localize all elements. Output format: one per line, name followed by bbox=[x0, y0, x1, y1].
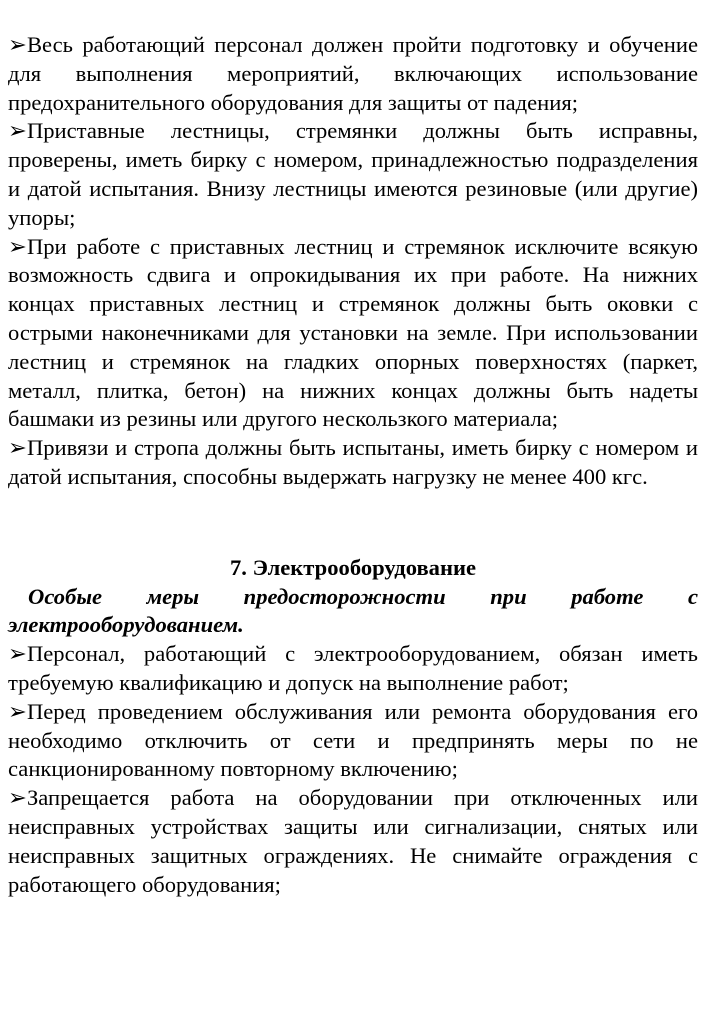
list-item bbox=[8, 117, 698, 232]
document-page bbox=[8, 31, 698, 899]
section-title: 7. Электрооборудование bbox=[229, 554, 477, 580]
list-item-text: Приставные лестницы, стремянки должны быть исправны, проверены, иметь бирку с номером, принадлежностью подразделения и датой испытания. Внизу лестницы имеются резиновые (или другие) упоры; bbox=[8, 118, 698, 230]
arrow-bullet-icon: ➢ bbox=[8, 785, 27, 811]
list-item-text: Персонал, работающий с электрооборудованием, обязан иметь требуемую квалификацию и допуск на выполнение работ; bbox=[8, 641, 698, 695]
list-item bbox=[8, 233, 698, 435]
list-item-text: Запрещается работа на оборудовании при отключенных или неисправных устройствах защиты или сигнализации, снятых или неисправных защитных ограждениях. Не снимайте ограждения с работающего оборудования; bbox=[8, 785, 698, 897]
arrow-bullet-icon: ➢ bbox=[8, 641, 27, 667]
list-item-text: Перед проведением обслуживания или ремонта оборудования его необходимо отключить от сети и предпринять меры по не санкционированному повторному включению; bbox=[8, 698, 698, 782]
arrow-bullet-icon: ➢ bbox=[8, 233, 27, 259]
section-spacer bbox=[8, 492, 698, 554]
arrow-bullet-icon: ➢ bbox=[8, 118, 27, 144]
list-item-text: Привязи и стропа должны быть испытаны, иметь бирку с номером и датой испытания, способны выдержать нагрузку не менее 400 кгс. bbox=[8, 435, 698, 489]
list-item-text: При работе с приставных лестниц и стремянок исключите всякую возможность сдвига и опрокидывания их при работе. На нижних концах приставных лестниц и стремянок должны быть оковки с острыми наконечниками для установки на земле. При использовании лестниц и стремянок на гладких опорных поверхностях (паркет, металл, плитка, бетон) на нижних концах должны быть надеты башмаки из резины или другого нескользкого материала; bbox=[8, 233, 698, 432]
list-item bbox=[8, 434, 698, 492]
list-item bbox=[8, 31, 698, 117]
list-item-text: Весь работающий персонал должен пройти подготовку и обучение для выполнения мероприятий, включающих использование предохранительного оборудования для защиты от падения; bbox=[8, 32, 698, 115]
arrow-bullet-icon: ➢ bbox=[8, 698, 27, 724]
list-item bbox=[8, 640, 698, 698]
list-item bbox=[8, 784, 698, 899]
arrow-bullet-icon: ➢ bbox=[8, 435, 27, 461]
section-subtitle: Особые меры предосторожности при работе с электрооборудованием. bbox=[8, 583, 698, 638]
list-item bbox=[8, 698, 698, 784]
arrow-bullet-icon: ➢ bbox=[8, 32, 27, 57]
